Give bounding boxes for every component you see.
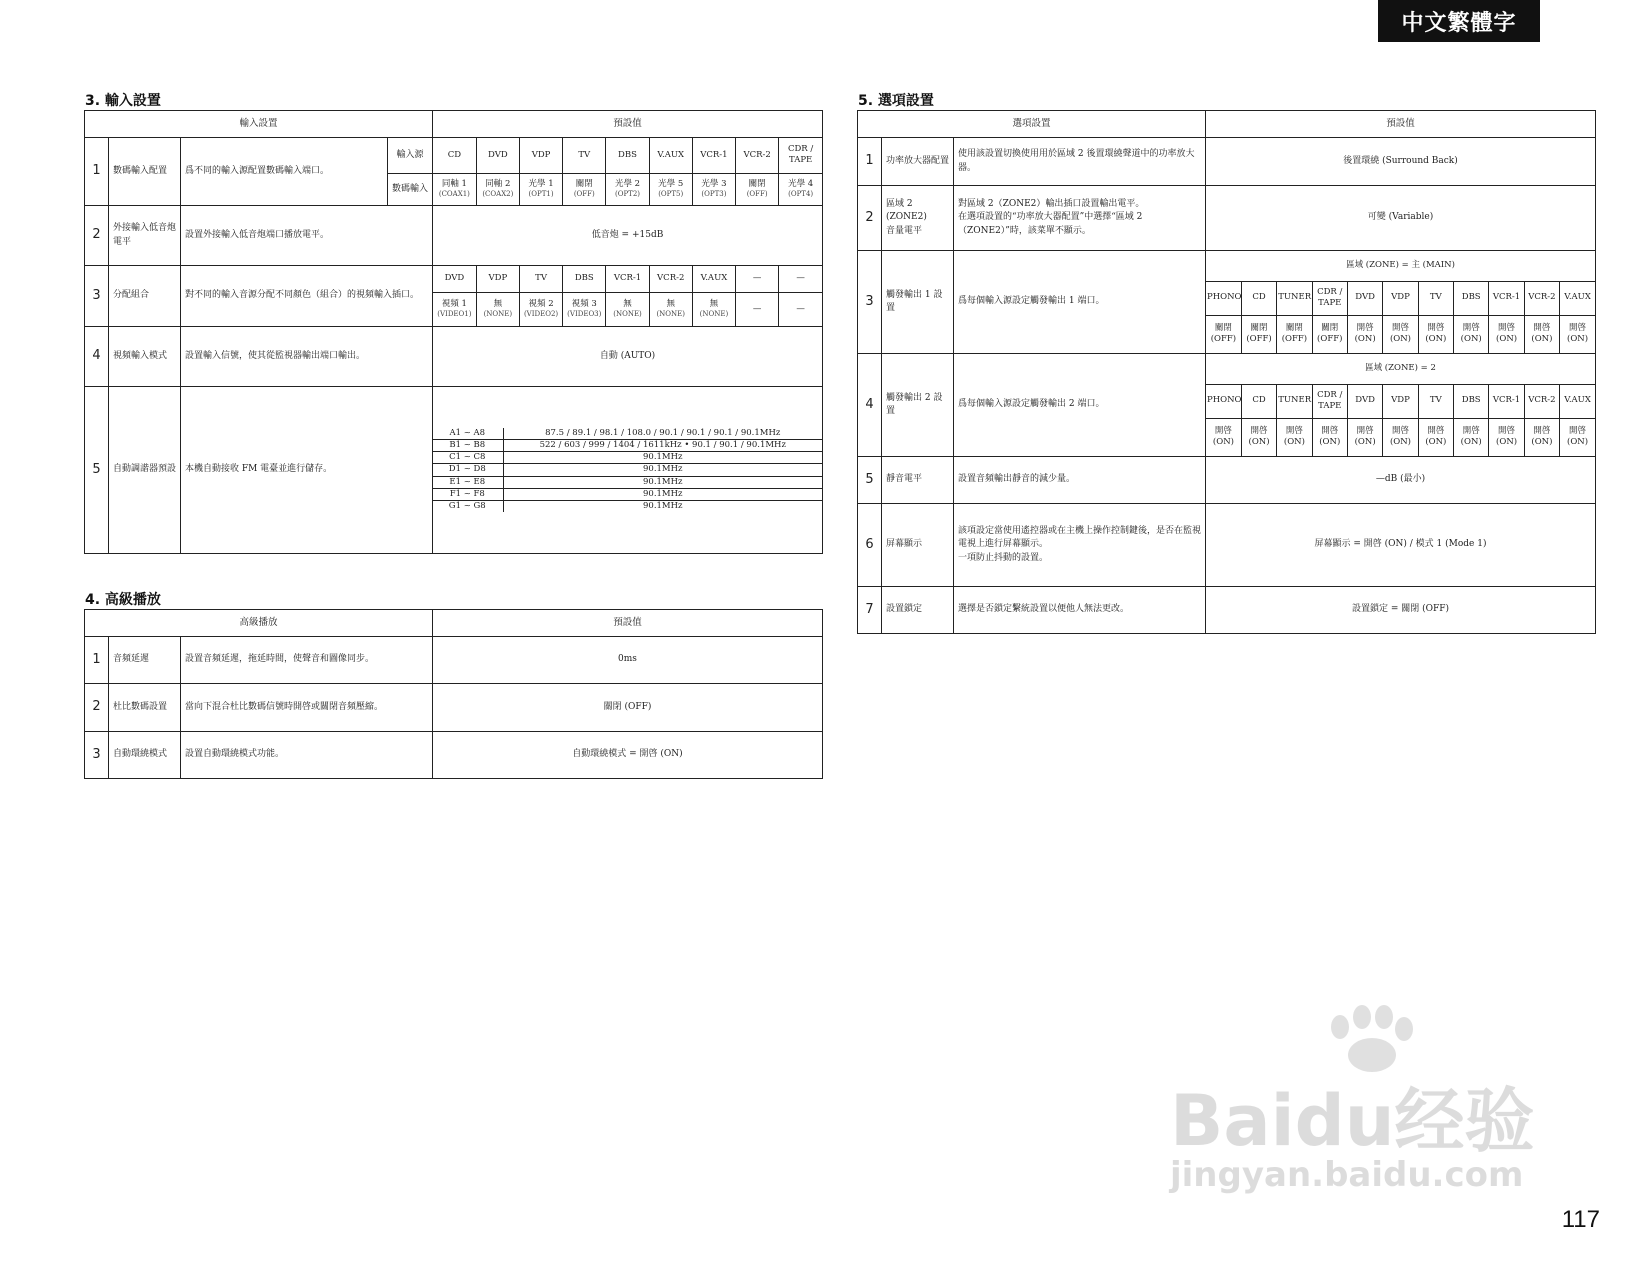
value-cell: 開啓 (ON) bbox=[1524, 418, 1559, 456]
row-default: 可變 (Variable) bbox=[1206, 186, 1596, 251]
value-cell: 開啓 (ON) bbox=[1347, 315, 1382, 353]
table-row bbox=[858, 138, 1596, 186]
row-number: 1 bbox=[85, 637, 109, 684]
option-settings-table bbox=[857, 110, 1596, 634]
value-cell: 視頻 2 (VIDEO2) bbox=[519, 292, 562, 326]
band-value: 90.1MHz bbox=[503, 452, 822, 464]
row-default: 後置環繞 (Surround Back) bbox=[1206, 138, 1596, 186]
row-name: 數碼輸入配置 bbox=[109, 138, 181, 206]
table-row bbox=[85, 327, 823, 387]
source-cell: VCR-2 bbox=[1524, 281, 1559, 315]
zone-label: 區域 (ZONE) = 2 bbox=[1206, 354, 1595, 384]
band-value: 90.1MHz bbox=[503, 488, 822, 500]
section-title-input: 3. 輸入設置 bbox=[85, 93, 161, 109]
row-number: 4 bbox=[858, 354, 882, 457]
source-cell: VCR-1 bbox=[606, 266, 649, 292]
band-label: D1 ~ D8 bbox=[433, 464, 503, 476]
source-cell: DBS bbox=[1454, 384, 1489, 418]
row-description: 對不同的輸入音源分配不同顏色（組合）的視頻輸入插口。 bbox=[181, 266, 433, 327]
row-number: 2 bbox=[85, 206, 109, 266]
row-description: 爲每個輸入源設定觸發輸出 1 端口。 bbox=[954, 251, 1206, 354]
value-cell: 開啓 (ON) bbox=[1567, 323, 1589, 345]
trigger-2-grid bbox=[1206, 354, 1595, 456]
source-cell: TV bbox=[1418, 281, 1453, 315]
label-digital-input: 數碼輸入 bbox=[388, 173, 433, 205]
row-name: 靜音電平 bbox=[882, 457, 954, 504]
section-title-options: 5. 選項設置 bbox=[858, 93, 934, 109]
value-cell: 無 (NONE) bbox=[476, 292, 519, 326]
tuner-preset-grid bbox=[433, 428, 822, 511]
col-header-default: 預設值 bbox=[1206, 111, 1596, 138]
source-cell: VCR-2 bbox=[1524, 384, 1559, 418]
row-number: 2 bbox=[85, 684, 109, 732]
source-cell: V.AUX bbox=[649, 138, 692, 173]
source-cell: DBS bbox=[563, 266, 606, 292]
row-name: 功率放大器配置 bbox=[882, 138, 954, 186]
value-cell: 開啓 (ON) bbox=[1347, 418, 1382, 456]
row-description: 本機自動接收 FM 電臺並進行儲存。 bbox=[181, 387, 433, 554]
table-row bbox=[85, 266, 823, 327]
value-cell: 開啓 (ON) bbox=[1454, 418, 1489, 456]
band-label: E1 ~ E8 bbox=[433, 476, 503, 488]
row-number: 1 bbox=[858, 138, 882, 186]
band-value: 90.1MHz bbox=[643, 500, 683, 511]
source-cell: VCR-1 bbox=[1489, 281, 1524, 315]
value-cell: 開啓 (ON) bbox=[1418, 418, 1453, 456]
value-cell: 開啓 (ON) bbox=[1567, 426, 1589, 448]
source-cell: PHONO bbox=[1206, 281, 1241, 315]
value-cell: 關閉 (OFF) bbox=[1241, 315, 1276, 353]
table-row bbox=[85, 138, 823, 174]
watermark-logo: Baidu经验 bbox=[1170, 1080, 1535, 1162]
value-cell: 開啓 (ON) bbox=[1489, 315, 1524, 353]
row-name: 屏幕顯示 bbox=[882, 504, 954, 587]
row-default: 屏幕顯示 = 開啓 (ON) / 模式 1 (Mode 1) bbox=[1206, 504, 1596, 587]
band-value: 87.5 / 89.1 / 98.1 / 108.0 / 90.1 / 90.1 / 90.1 / 90.1MHz bbox=[503, 428, 822, 440]
source-cell: DVD bbox=[433, 266, 476, 292]
band-value: 522 / 603 / 999 / 1404 / 1611kHz • 90.1 / 90.1 / 90.1MHz bbox=[503, 440, 822, 452]
source-cell: TV bbox=[1418, 384, 1453, 418]
row-number: 2 bbox=[858, 186, 882, 251]
source-cell: V.AUX bbox=[1560, 281, 1595, 315]
value-cell: 開啓 (ON) bbox=[1206, 418, 1241, 456]
col-header-setting: 輸入設置 bbox=[85, 111, 433, 138]
row-number: 3 bbox=[85, 266, 109, 327]
source-cell: — bbox=[779, 266, 822, 292]
source-cell: VCR-1 bbox=[692, 138, 735, 173]
source-cell: CD bbox=[1241, 281, 1276, 315]
value-cell: 光學 5 (OPT5) bbox=[649, 173, 692, 205]
source-cell: TUNER bbox=[1277, 384, 1312, 418]
row-default: 自動 (AUTO) bbox=[433, 327, 823, 387]
row-name: 視頻輸入模式 bbox=[109, 327, 181, 387]
row-description: 使用該設置切換使用用於區域 2 後置環繞聲道中的功率放大器。 bbox=[954, 138, 1206, 186]
video-assign-grid bbox=[433, 266, 822, 326]
value-cell: 開啓 (ON) bbox=[1524, 315, 1559, 353]
row-name: 設置鎖定 bbox=[882, 587, 954, 634]
row-description: 設置自動環繞模式功能。 bbox=[181, 732, 433, 779]
row-name: 觸發輸出 1 設置 bbox=[882, 251, 954, 354]
row-name: 觸發輸出 2 設置 bbox=[882, 354, 954, 457]
value-cell: 開啓 (ON) bbox=[1241, 418, 1276, 456]
value-cell: 視頻 3 (VIDEO3) bbox=[563, 292, 606, 326]
row-default: —dB (最小) bbox=[1206, 457, 1596, 504]
zone-label: 區域 (ZONE) = 主 (MAIN) bbox=[1206, 251, 1595, 281]
value-cell: 光學 4 (OPT4) bbox=[788, 179, 814, 199]
band-label: C1 ~ C8 bbox=[433, 452, 503, 464]
table-row bbox=[858, 587, 1596, 634]
col-header-setting: 高級播放 bbox=[85, 610, 433, 637]
band-label: A1 ~ A8 bbox=[433, 428, 503, 440]
value-cell: 開啓 (ON) bbox=[1489, 418, 1524, 456]
value-cell: 無 (NONE) bbox=[692, 292, 735, 326]
value-cell: 光學 1 (OPT1) bbox=[519, 173, 562, 205]
value-cell: — bbox=[796, 303, 805, 314]
source-cell: DVD bbox=[1347, 384, 1382, 418]
row-number: 4 bbox=[85, 327, 109, 387]
row-name: 分配組合 bbox=[109, 266, 181, 327]
source-cell: VCR-2 bbox=[649, 266, 692, 292]
source-cell: VCR-2 bbox=[736, 138, 779, 173]
baidu-watermark bbox=[1170, 1005, 1550, 1215]
row-description: 設置外接輸入低音炮端口播放電平。 bbox=[181, 206, 433, 266]
section-title-advanced: 4. 高級播放 bbox=[85, 592, 161, 608]
source-cell: PHONO bbox=[1206, 384, 1241, 418]
row-number: 3 bbox=[858, 251, 882, 354]
row-description: 對區域 2（ZONE2）輸出插口設置輸出電平。 在選項設置的“功率放大器配置”中選擇“區域 2（ZONE2）”時，該菜單不顯示。 bbox=[954, 186, 1206, 251]
row-name: 區域 2 (ZONE2) 音量電平 bbox=[882, 186, 954, 251]
table-row bbox=[85, 387, 823, 554]
value-cell: 同軸 1 (COAX1) bbox=[433, 173, 476, 205]
source-cell: VDP bbox=[1383, 384, 1418, 418]
row-default: 自動環繞模式 = 開啓 (ON) bbox=[433, 732, 823, 779]
table-row bbox=[85, 637, 823, 684]
source-cell: — bbox=[736, 266, 779, 292]
source-cell: VDP bbox=[519, 138, 562, 173]
advanced-playback-table bbox=[84, 609, 823, 779]
row-description: 當向下混合杜比數碼信號時開啓或關閉音頻壓縮。 bbox=[181, 684, 433, 732]
trigger-1-grid bbox=[1206, 251, 1595, 353]
value-cell: 視頻 1 (VIDEO1) bbox=[433, 292, 476, 326]
source-cell: VCR-1 bbox=[1489, 384, 1524, 418]
source-cell: V.AUX bbox=[1560, 384, 1595, 418]
band-label: B1 ~ B8 bbox=[433, 440, 503, 452]
row-default: 關閉 (OFF) bbox=[433, 684, 823, 732]
language-tab: 中文繁體字 bbox=[1378, 0, 1540, 42]
watermark-url: jingyan.baidu.com bbox=[1170, 1155, 1524, 1195]
source-cell: CD bbox=[433, 138, 476, 173]
row-number: 1 bbox=[85, 138, 109, 206]
source-cell: VDP bbox=[1383, 281, 1418, 315]
value-cell: 光學 2 (OPT2) bbox=[606, 173, 649, 205]
value-cell: 同軸 2 (COAX2) bbox=[476, 173, 519, 205]
row-description: 爲每個輸入源設定觸發輸出 2 端口。 bbox=[954, 354, 1206, 457]
value-cell: 關閉 (OFF) bbox=[736, 173, 779, 205]
source-cell: CD bbox=[1241, 384, 1276, 418]
row-description: 爲不同的輸入源配置數碼輸入端口。 bbox=[181, 138, 388, 206]
band-value: 90.1MHz bbox=[503, 476, 822, 488]
row-description: 選擇是否鎖定繫統設置以便他人無法更改。 bbox=[954, 587, 1206, 634]
row-description: 該項設定當使用遙控器或在主機上操作控制鍵後，是否在監視電視上進行屏幕顯示。 一項防止抖動的設置。 bbox=[954, 504, 1206, 587]
row-description: 設置音頻輸出靜音的減少量。 bbox=[954, 457, 1206, 504]
row-number: 5 bbox=[858, 457, 882, 504]
band-label: F1 ~ F8 bbox=[433, 488, 503, 500]
table-row bbox=[858, 504, 1596, 587]
value-cell: 開啓 (ON) bbox=[1383, 418, 1418, 456]
row-default: 低音炮 = +15dB bbox=[433, 206, 823, 266]
page-number: 117 bbox=[1561, 1206, 1600, 1233]
value-cell: 開啓 (ON) bbox=[1454, 315, 1489, 353]
source-cell: DBS bbox=[606, 138, 649, 173]
row-name: 音頻延遲 bbox=[109, 637, 181, 684]
source-cell: VDP bbox=[476, 266, 519, 292]
col-header-setting: 選項設置 bbox=[858, 111, 1206, 138]
value-cell: 關閉 (OFF) bbox=[1277, 315, 1312, 353]
value-cell: 關閉 (OFF) bbox=[1206, 315, 1241, 353]
row-default: 設置鎖定 = 關閉 (OFF) bbox=[1206, 587, 1596, 634]
row-description: 設置輸入信號，使其從監視器輸出端口輸出。 bbox=[181, 327, 433, 387]
row-number: 3 bbox=[85, 732, 109, 779]
table-row bbox=[85, 684, 823, 732]
row-name: 外接輸入低音炮電平 bbox=[109, 206, 181, 266]
band-value: 90.1MHz bbox=[503, 464, 822, 476]
value-cell: — bbox=[736, 292, 779, 326]
value-cell: 開啓 (ON) bbox=[1277, 418, 1312, 456]
value-cell: 關閉 (OFF) bbox=[563, 173, 606, 205]
row-name: 自動調諧器預設 bbox=[109, 387, 181, 554]
value-cell: 光學 3 (OPT3) bbox=[692, 173, 735, 205]
row-name: 自動環繞模式 bbox=[109, 732, 181, 779]
source-cell: CDR / TAPE bbox=[1312, 281, 1347, 315]
value-cell: 無 (NONE) bbox=[649, 292, 692, 326]
source-cell: CDR / TAPE bbox=[1312, 384, 1347, 418]
row-number: 6 bbox=[858, 504, 882, 587]
value-cell: 關閉 (OFF) bbox=[1312, 315, 1347, 353]
digital-input-grid bbox=[433, 138, 822, 205]
value-cell: 開啓 (ON) bbox=[1383, 315, 1418, 353]
source-cell: V.AUX bbox=[692, 266, 735, 292]
value-cell: 開啓 (ON) bbox=[1312, 418, 1347, 456]
source-cell: TV bbox=[563, 138, 606, 173]
table-row bbox=[85, 206, 823, 266]
value-cell: 無 (NONE) bbox=[606, 292, 649, 326]
source-cell: TV bbox=[519, 266, 562, 292]
row-name: 杜比數碼設置 bbox=[109, 684, 181, 732]
table-row bbox=[85, 732, 823, 779]
source-cell: DVD bbox=[1347, 281, 1382, 315]
band-label: G1 ~ G8 bbox=[433, 500, 503, 512]
value-cell: 開啓 (ON) bbox=[1418, 315, 1453, 353]
row-description: 設置音頻延遲，拖延時間，使聲音和圖像同步。 bbox=[181, 637, 433, 684]
table-row bbox=[858, 354, 1596, 457]
col-header-default: 預設值 bbox=[433, 610, 823, 637]
table-row bbox=[858, 457, 1596, 504]
col-header-default: 預設值 bbox=[433, 111, 823, 138]
row-number: 5 bbox=[85, 387, 109, 554]
source-cell: CDR / TAPE bbox=[779, 138, 822, 173]
table-row bbox=[858, 251, 1596, 354]
row-default: 0ms bbox=[433, 637, 823, 684]
label-source: 輸入源 bbox=[388, 138, 433, 174]
source-cell: TUNER bbox=[1277, 281, 1312, 315]
table-row bbox=[858, 186, 1596, 251]
input-settings-table bbox=[84, 110, 823, 554]
row-number: 7 bbox=[858, 587, 882, 634]
source-cell: DVD bbox=[476, 138, 519, 173]
source-cell: DBS bbox=[1454, 281, 1489, 315]
